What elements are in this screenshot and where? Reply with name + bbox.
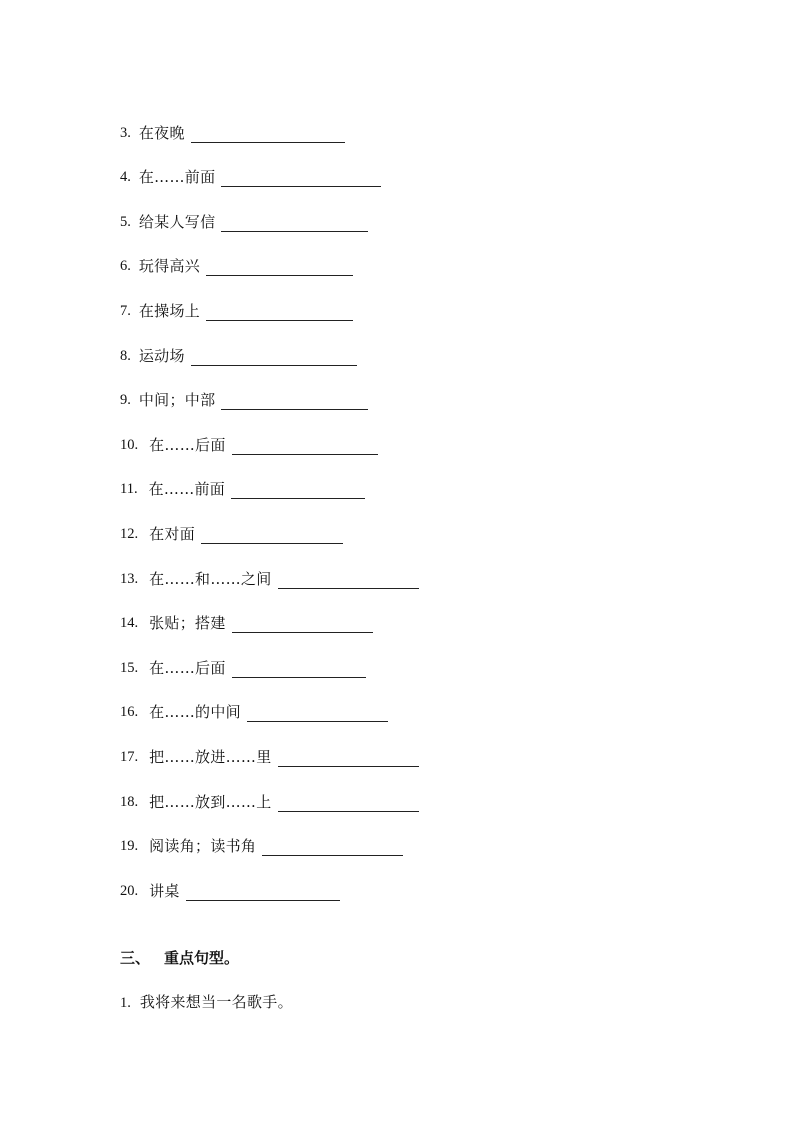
answer-blank[interactable] [221,392,368,410]
answer-blank[interactable] [221,169,381,187]
item-number: 18. [120,793,139,810]
vocab-item [120,722,419,767]
item-text: 在夜晚 [138,123,185,142]
answer-blank[interactable] [221,214,368,232]
answer-blank[interactable] [232,660,366,678]
answer-blank[interactable] [247,704,388,722]
item-text: 张贴；搭建 [149,614,226,633]
answer-blank[interactable] [278,749,419,767]
item-text: 在……和……之间 [149,569,272,588]
answer-blank[interactable] [278,571,419,589]
vocab-item [120,856,419,901]
vocab-item [120,410,419,455]
item-number: 14. [120,615,139,632]
item-text: 中间；中部 [138,391,216,410]
vocab-item [120,366,419,411]
vocab-item [120,455,419,500]
item-text: 在……前面 [138,168,216,187]
answer-blank[interactable] [186,883,340,901]
answer-blank[interactable] [232,437,378,455]
item-number: 4. [120,169,131,186]
item-number: 9. [120,392,131,409]
answer-blank[interactable] [191,125,345,143]
item-number: 17. [120,748,139,765]
answer-blank[interactable] [191,348,357,366]
vocab-item [120,678,419,723]
item-text: 在……的中间 [149,703,241,722]
section-number: 三、 [120,949,151,967]
vocab-item [120,544,419,589]
item-number: 8. [120,347,131,364]
item-text: 在操场上 [138,301,201,320]
item-number: 13. [120,570,139,587]
item-number: 10. [120,436,139,453]
item-number: 16. [120,704,139,721]
item-text: 在对面 [149,524,196,543]
item-text: 把……放进……里 [149,747,272,766]
sentence-text: 我将来想当一名歌手。 [139,993,293,1011]
item-number: 12. [120,525,139,542]
item-text: 阅读角；读书角 [149,837,257,856]
item-number: 5. [120,213,131,230]
item-text: 玩得高兴 [138,257,201,276]
sentence-number: 1. [120,995,131,1011]
vocab-item [120,812,419,857]
vocab-item [120,232,419,277]
item-text: 把……放到……上 [149,792,272,811]
answer-blank[interactable] [201,526,343,544]
answer-blank[interactable] [206,303,353,321]
answer-blank[interactable] [278,794,419,812]
item-text: 运动场 [138,346,185,365]
item-number: 19. [120,838,139,855]
answer-blank[interactable] [206,258,353,276]
item-number: 15. [120,659,139,676]
answer-blank[interactable] [232,615,373,633]
vocab-item [120,589,419,634]
section-title: 重点句型。 [164,949,240,967]
section-heading [120,947,239,968]
answer-blank[interactable] [231,481,365,499]
vocab-item [120,321,419,366]
sentence-item [120,991,293,1012]
item-text: 给某人写信 [138,212,216,231]
item-number: 11. [120,481,138,498]
item-number: 20. [120,882,139,899]
item-text: 在……后面 [149,658,226,677]
vocab-item [120,633,419,678]
item-number: 6. [120,258,131,275]
item-text: 在……后面 [149,435,226,454]
answer-blank[interactable] [262,838,403,856]
vocab-item [120,276,419,321]
vocab-item [120,187,419,232]
vocab-item [120,767,419,812]
item-number: 7. [120,302,131,319]
vocab-item [120,98,419,143]
vocab-item [120,499,419,544]
item-text: 在……前面 [148,480,226,499]
item-number: 3. [120,124,131,141]
item-text: 讲桌 [149,881,180,900]
vocab-item [120,143,419,188]
vocabulary-list [120,98,419,901]
